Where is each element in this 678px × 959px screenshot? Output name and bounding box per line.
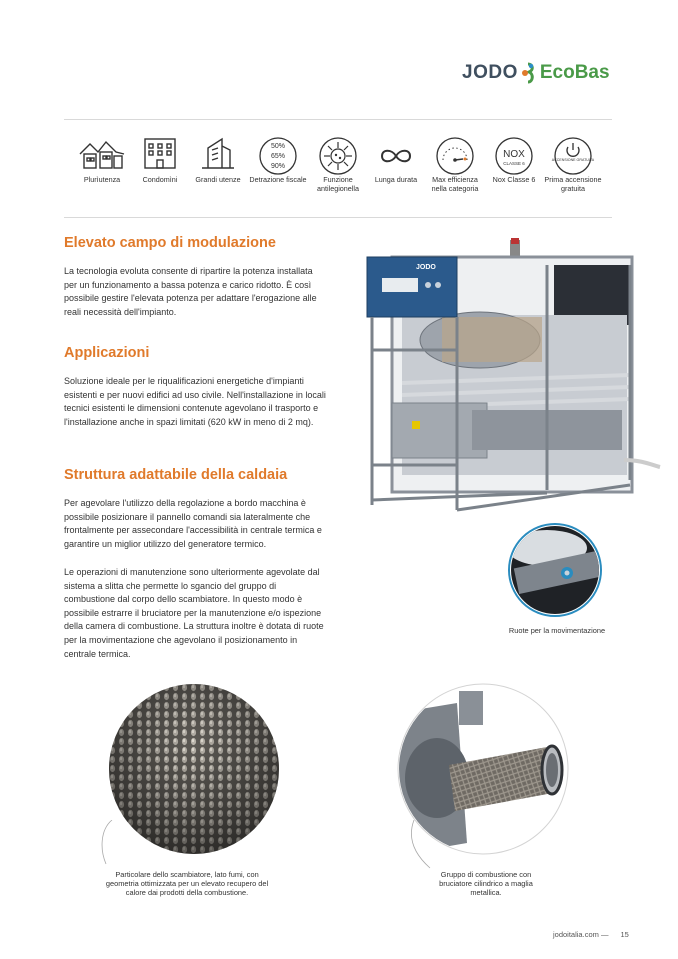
large-building-icon [194,136,242,170]
tax-value-50: 50% [270,143,286,150]
feature-tax-deduction [248,136,308,185]
feature-label: Prima accensione gratuita [544,175,602,193]
brand-mark-icon [520,62,536,84]
tax-value-65: 65% [270,153,286,160]
feature-nox [484,136,544,185]
machine-panel-brand: JODO [416,264,436,271]
power-icon [549,136,597,176]
section-text-modulation: La tecnologia evoluta consente di ripartire la potenza installata per un funzionamento a bassa potenza e carico ridotto. È così possibile gestire l'elevata potenza per adattare l'erogazione alle reali necessità dell'impianto. [64,266,317,317]
section-text-structure-2: Le operazioni di manutenzione sono ulteriormente agevolate dal sistema a slitta che permette lo sgancio del gruppo di combustione dal corpo dello scambiatore. In questo modo è possibile estrarre il bruciatore per la manutenzione e/o ispezione della camera di combustione. La struttura inoltre è dotata di ruote per la movimentazione che agevolano il posizionamento in centrale termica. [64,567,324,659]
power-badge-text: ACCENSIONE GRATUITA [551,158,595,162]
anti-legionella-icon [314,136,362,176]
feature-label: Detrazione fiscale [249,175,307,184]
feature-long-life [366,136,426,185]
brand-name: JODO [462,62,518,83]
boiler-machine-image [362,235,662,525]
icons-divider [64,217,612,218]
feature-multi-house [72,136,132,185]
section-title-applications: Applicazioni [64,345,150,361]
product-name: EcoBas [539,62,610,83]
nox-badge-class: CLASSE 6 [503,161,525,166]
condominium-icon [136,136,184,170]
nox-icon [490,136,538,176]
caption-exchanger: Particolare dello scambiatore, lato fumi, con geometria ottimizzata per un elevato recupero del calore dai prodotti della combustione. [105,870,269,897]
top-divider [64,119,612,120]
brand-logo [462,60,610,86]
caption-wheels: Ruote per la movimentazione [508,626,606,635]
exchanger-detail-image [108,683,280,855]
feature-max-efficiency [425,136,485,193]
feature-label: Funzione antilegionella [317,175,359,193]
feature-first-ignition [543,136,603,193]
feature-anti-legionella [308,136,368,193]
page-number: 15 [620,930,629,939]
caption-combustion: Gruppo di combustione con bruciatore cilindrico a maglia metallica. [439,870,533,897]
feature-label: Nox Classe 6 [492,175,536,184]
feature-large-building [188,136,248,185]
tax-deduction-icon [254,136,302,176]
caption-leader-line-2 [406,820,436,870]
section-text-applications: Soluzione ideale per le riqualificazioni energetiche d'impianti esistenti e per nuovi edifici ad uso civile. Nell'installazione in locali tecnici esistenti le dimensioni contenute agevolano il trasporto e l'installazione anche in spazi limitati (620 kW in meno di 2 mq). [64,376,326,427]
footer-site: jodoitalia.com — [553,930,609,939]
tax-value-90: 90% [270,163,286,170]
section-title-modulation: Elevato campo di modulazione [64,235,276,251]
section-title-structure: Struttura adattabile della caldaia [64,467,288,483]
wheel-detail-image [505,520,605,620]
feature-condominium [130,136,190,185]
feature-label: Condomìni [142,175,178,184]
infinity-icon [372,136,420,176]
efficiency-gauge-icon [431,136,479,176]
section-text-structure-1: Per agevolare l'utilizzo della regolazione a bordo macchina è possibile posizionare il pannello comandi sia lateralmente che frontalmente per assecondare l'accessibilità in centrale termica e garantire un miglior utilizzo del generatore termico. [64,498,322,549]
feature-label: Grandi utenze [195,175,241,184]
feature-label: Max efficienza nella categoria [431,175,479,193]
feature-label: Lunga durata [374,175,418,184]
nox-badge: NOX [503,149,525,160]
caption-leader-line [96,820,116,865]
multi-house-icon [78,136,126,170]
page-footer [553,930,629,939]
feature-label: Plurìutenza [83,175,121,184]
